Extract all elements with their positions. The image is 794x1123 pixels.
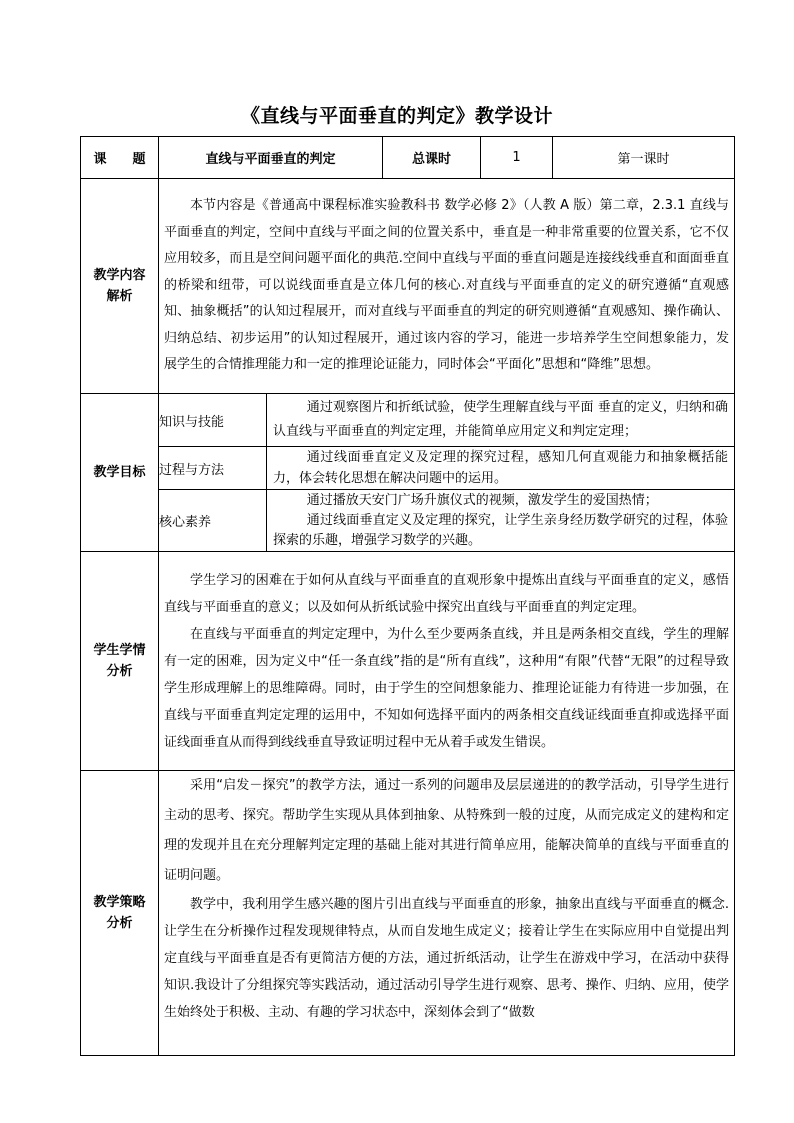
topic-row [81, 137, 735, 179]
student-analysis-paragraph-1: 学生学习的困难在于如何从直线与平面垂直的直观形象中提炼出直线与平面垂直的定义，感悟直线与平面垂直的意义；以及如何从折纸试验中探究出直线与平面垂直的判定定理。 [164, 572, 730, 615]
goal-literacy-line-2: 通过线面垂直定义及定理的探究，让学生亲身经历数学研究的过程，体验探索的乐趣，增强学习数学的兴趣。 [273, 512, 729, 548]
goal-row-literacy [81, 490, 735, 552]
goal-literacy-line-1: 通过播放天安门广场升旗仪式的视频，激发学生的爱国热情； [306, 492, 658, 508]
goal-literacy-cell [267, 490, 735, 552]
student-analysis-cell [159, 552, 735, 771]
goal-knowledge-cell [267, 394, 735, 447]
student-analysis-paragraph-2: 在直线与平面垂直的判定定理中，为什么至少要两条直线，并且是两条相交直线，学生的理解有一定的困难，因为定义中“任一条直线”指的是“所有直线”，这种用“有限”代替“无限”的过程导致学生形成理解上的思维障碍。同时，由于学生的空间想象能力、推理论证能力有待进一步加强，在直线与平面垂直判定定理的运用中，不知如何选择平面内的两条相交直线证线面垂直抑或选择平面证线面垂直从而得到线线垂直导致证明过程中无从着手或发生错误。 [164, 626, 730, 750]
strategy-analysis-row [81, 771, 735, 1056]
goal-literacy-label: 核心素养 [159, 490, 267, 552]
strategy-analysis-cell [159, 771, 735, 1056]
lesson-design-table [80, 136, 735, 1056]
lesson-number: 第一课时 [553, 137, 735, 179]
goal-process-cell [267, 447, 735, 490]
total-hours-label: 总课时 [383, 137, 481, 179]
goal-process-label: 过程与方法 [159, 447, 267, 490]
goal-row-process [81, 447, 735, 490]
topic-title: 直线与平面垂直的判定 [159, 137, 383, 179]
document-title: 《直线与平面垂直的判定》教学设计 [240, 105, 553, 127]
content-analysis-cell [159, 179, 735, 394]
teaching-goals-label: 教学目标 [81, 394, 159, 552]
goal-row-knowledge [81, 394, 735, 447]
strategy-analysis-paragraph-1: 采用“启发－探究”的教学方法，通过一系列的问题串及层层递进的的教学活动，引导学生进行主动的思考、探究。帮助学生实现从具体到抽象、从特殊到一般的过度，从而完成定义的建构和定理的发现并且在充分理解判定定理的基础上能对其进行简单应用，能解决简单的直线与平面垂直的证明问题。 [164, 778, 730, 883]
strategy-analysis-label: 教学策略分析 [81, 771, 159, 1056]
total-hours-value: 1 [481, 137, 553, 179]
student-analysis-label: 学生学情分析 [81, 552, 159, 771]
goal-knowledge-label: 知识与技能 [159, 394, 267, 447]
student-analysis-row [81, 552, 735, 771]
content-analysis-text: 本节内容是《普通高中课程标准实验教科书 数学必修 2》（人教 A 版）第二章，2.3.1 直线与平面垂直的判定，空间中直线与平面之间的位置关系中，垂直是一种非常重要的位置关系，它不仅应用较多，而且是空间问题平面化的典范.空间中直线与平面的垂直问题是连接线线垂直和面面垂直的桥梁和纽带，可以说线面垂直是立体几何的核心.对直线与平面垂直的定义的研究遵循“直观感知、抽象概括”的认知过程展开，而对直线与平面垂直的判定的研究则遵循“直观感知、操作确认、归纳总结、初步运用”的认知过程展开，通过该内容的学习，能进一步培养学生空间想象能力，发展学生的合情推理能力和一定的推理论证能力，同时体会“平面化”思想和“降维”思想。 [164, 197, 730, 373]
content-analysis-label: 教学内容解析 [81, 179, 159, 394]
content-analysis-row [81, 179, 735, 394]
goal-process-text: 通过线面垂直定义及定理的探究过程，感知几何直观能力和抽象概括能力，体会转化思想在解决问题中的运用。 [273, 450, 729, 486]
strategy-analysis-paragraph-2: 教学中，我利用学生感兴趣的图片引出直线与平面垂直的形象，抽象出直线与平面垂直的概念.让学生在分析操作过程发现规律特点，从而自发地生成定义；接着让学生在实际应用中自觉提出判定直线与平面垂直是否有更简洁方便的方法，通过折纸活动，让学生在游戏中学习，在活动中获得知识.我设计了分组探究等实践活动，通过活动引导学生进行观察、思考、操作、归纳、应用，使学生始终处于积极、主动、有趣的学习状态中，深刻体会到了“做数 [164, 897, 730, 1020]
goal-knowledge-text: 通过观察图片和折纸试验，使学生理解直线与平面 垂直的定义，归纳和确认直线与平面垂直的判定定理，并能简单应用定义和判定定理； [273, 400, 729, 439]
topic-label: 课 题 [81, 137, 159, 179]
